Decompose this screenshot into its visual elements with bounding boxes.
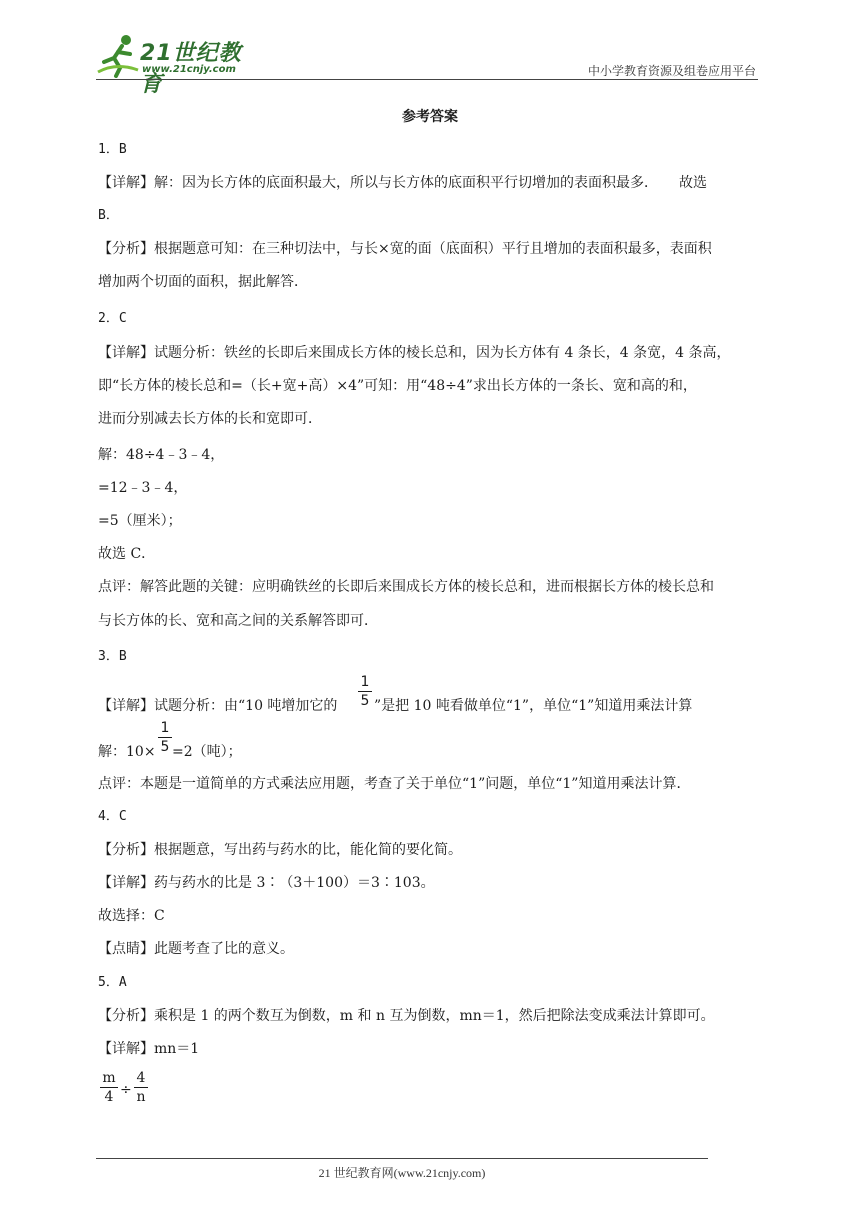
logo (96, 30, 256, 97)
answer-2: 2．C (98, 311, 127, 326)
answer-4: 4．C (98, 809, 127, 824)
logo-text: 21世纪教育 (140, 41, 242, 97)
text-line: 【详解】试题分析：铁丝的长即后来围成长方体的棱长总和，因为长方体有 4 条长，4 条宽，4 条高， (98, 345, 731, 361)
divide-sign: ÷ (120, 1082, 132, 1098)
text-line: ”是把 10 吨看做单位“1”，单位“1”知道用乘法计算 (374, 698, 693, 714)
header-divider (96, 79, 758, 80)
text-line: 解：48÷4﹣3﹣4， (98, 447, 225, 463)
text-line: B． (98, 208, 119, 223)
text-line: 【详解】试题分析：由“10 吨增加它的 (98, 698, 338, 714)
footer-divider (96, 1158, 708, 1159)
text-line: 【详解】药与药水的比是 3∶（3＋100）＝3∶103。 (98, 875, 435, 891)
text-line: 【点睛】此题考查了比的意义。 (98, 941, 294, 957)
text-line: 故选 C． (98, 546, 156, 562)
answer-1: 1．B (98, 142, 127, 157)
answer-5: 5．A (98, 975, 127, 990)
text-line: 即“长方体的棱长总和=（长+宽+高）×4”可知：用“48÷4”求出长方体的一条长、宽和高的和， (98, 378, 697, 394)
text-line: 增加两个切面的面积，据此解答． (98, 274, 308, 290)
text-line: =12﹣3﹣4， (98, 480, 188, 496)
page-title: 参考答案 (402, 109, 458, 125)
fraction-4-over-n: 4 n (134, 1070, 148, 1105)
text-line: =5（厘米）； (98, 513, 182, 529)
platform-name: 中小学教育资源及组卷应用平台 (587, 64, 756, 78)
fraction-one-fifth: 1 5 (158, 720, 172, 755)
text-line: 点评：解答此题的关键：应明确铁丝的长即后来围成长方体的棱长总和，进而根据长方体的棱长总和 (98, 579, 714, 595)
text-line: 【分析】根据题意，写出药与药水的比，能化简的要化简。 (98, 842, 462, 858)
page-footer: 21 世纪教育网(www.21cnjy.com) (318, 1166, 486, 1180)
answer-3: 3．B (98, 649, 127, 664)
text-line: 【分析】根据题意可知：在三种切法中，与长×宽的面（底面积）平行且增加的表面积最多，表面积 (98, 241, 712, 257)
logo-url: www.21cnjy.com (142, 64, 236, 75)
text-line: 与长方体的长、宽和高之间的关系解答即可． (98, 613, 378, 629)
text-line: 进而分别减去长方体的长和宽即可． (98, 411, 322, 427)
fraction-one-fifth: 1 5 (358, 674, 372, 709)
runner-logo-icon (96, 32, 140, 78)
text-line: 解：10× (98, 744, 156, 760)
fraction-m-over-4: m 4 (100, 1070, 118, 1105)
text-line: 【详解】解：因为长方体的底面积最大，所以与长方体的底面积平行切增加的表面积最多． 故选 (98, 175, 707, 191)
text-line: 【详解】mn＝1 (98, 1041, 200, 1057)
text-line: =2（吨）； (172, 744, 242, 760)
text-line: 【分析】乘积是 1 的两个数互为倒数，m 和 n 互为倒数，mn＝1，然后把除法变成乘法计算即可。 (98, 1008, 715, 1024)
page-header (96, 30, 760, 97)
text-line: 故选择：C (98, 908, 165, 924)
text-line: 点评：本题是一道简单的方式乘法应用题，考查了关于单位“1”问题，单位“1”知道用乘法计算． (98, 776, 691, 792)
